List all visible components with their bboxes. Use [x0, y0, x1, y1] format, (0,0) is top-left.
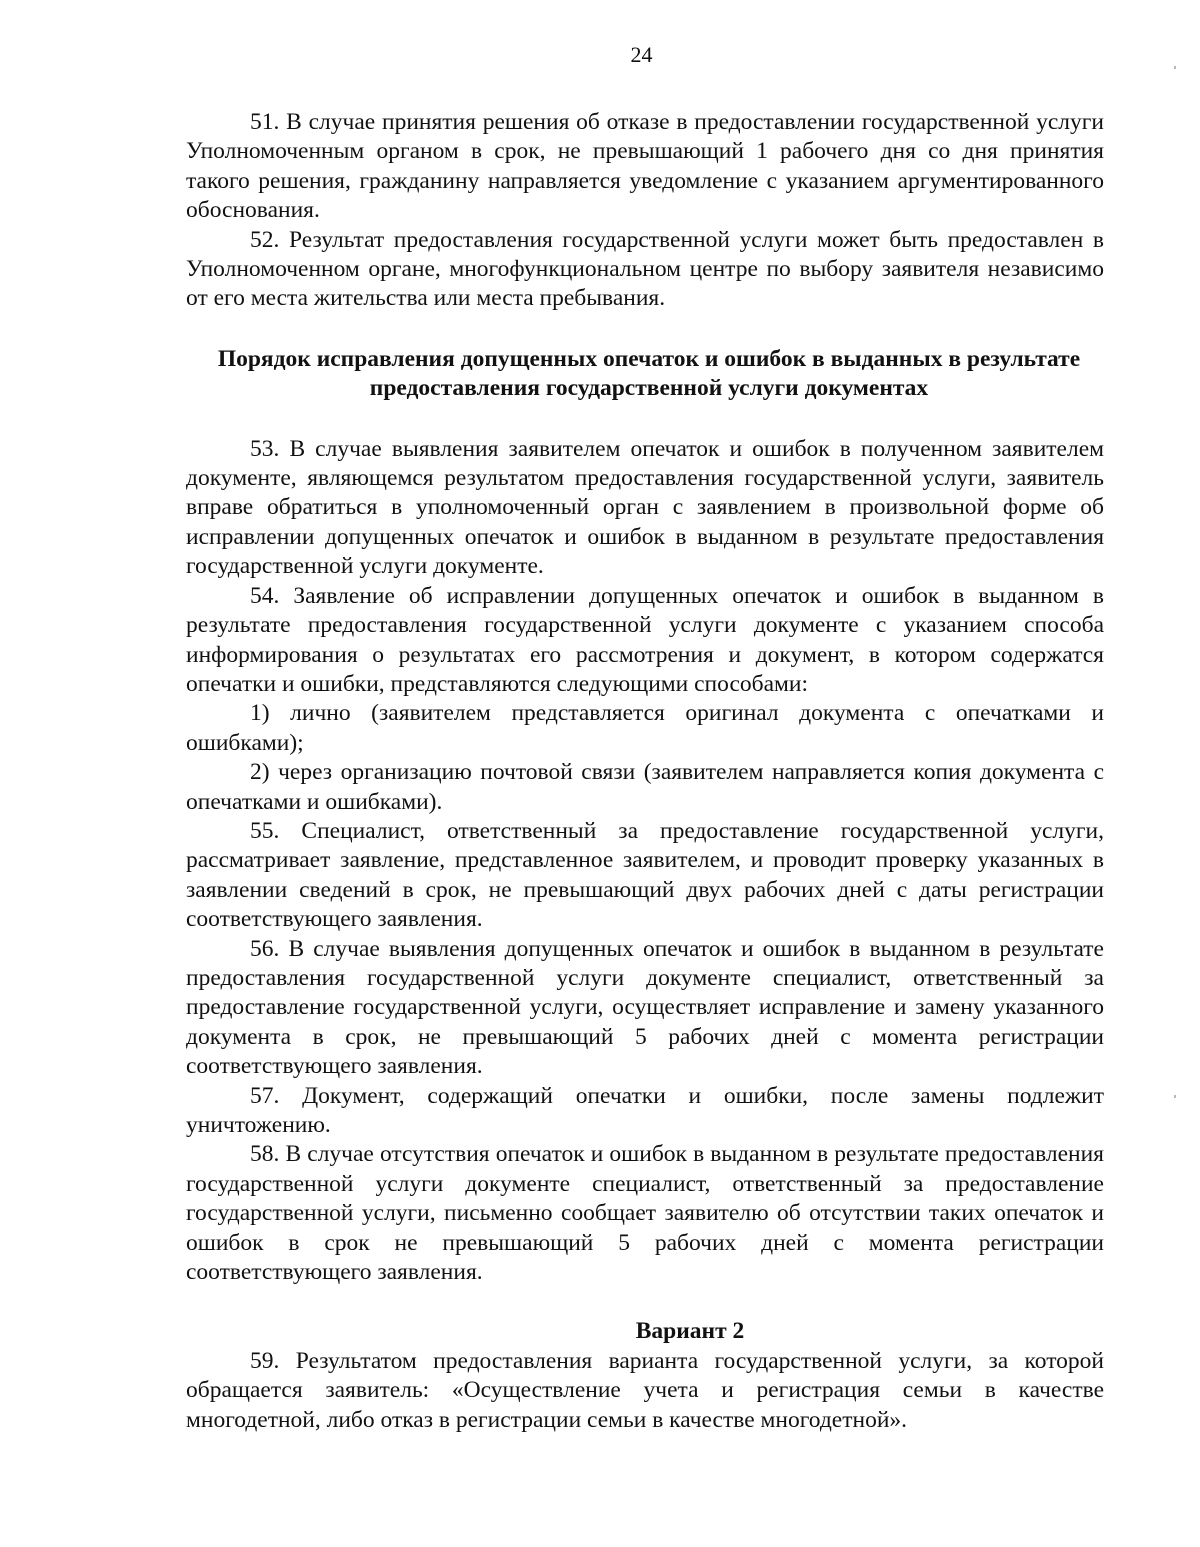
- paragraph-56: 56. В случае выявления допущенных опечаток и ошибок в выданном в результате предоставления государственной услуги документе специалист, ответственный за предоставление государственной услуги, осуществляет исправление и замену указанного документа в срок, не превышающий 5 рабочих дней с момента регистрации соответствующего заявления.: [186, 935, 1104, 1080]
- paragraph-55: 55. Специалист, ответственный за предоставление государственной услуги, рассматривает заявление, представленное заявителем, и проводит проверку указанных в заявлении сведений в срок, не превышающий двух рабочих дней с даты регистрации соответствующего заявления.: [186, 817, 1104, 933]
- paragraph-59: 59. Результатом предоставления варианта государственной услуги, за которой обращается заявитель: «Осуществление учета и регистрация семьи в качестве многодетной, либо отказ в регистрации семьи в качестве многодетной».: [186, 1347, 1104, 1433]
- page-number: 24: [630, 42, 653, 67]
- paragraph-52: 52. Результат предоставления государственной услуги может быть предоставлен в Уполномоченном органе, многофункциональном центре по выбору заявителя независимо от его места жительства или места пребывания.: [186, 226, 1104, 312]
- scan-speck: [1174, 66, 1176, 69]
- section-heading: Порядок исправления допущенных опечаток и ошибок в выданных в результате предоставления государственной услуги документах: [217, 345, 1081, 402]
- paragraph-51: 51. В случае принятия решения об отказе в предоставлении государственной услуги Уполномоченным органом в срок, не превышающий 1 рабочего дня со дня принятия такого решения, гражданину направляется уведомление с указанием аргументированного обоснования.: [186, 109, 1104, 224]
- paragraph-57: 57. Документ, содержащий опечатки и ошибки, после замены подлежит уничтожению.: [186, 1082, 1104, 1138]
- variant-heading: Вариант 2: [635, 1318, 745, 1345]
- paragraph-53: 53. В случае выявления заявителем опечаток и ошибок в полученном заявителем документе, являющемся результатом предоставления государственной услуги, заявитель вправе обратиться в уполномоченный орган с заявлением в произвольной форме об исправлении допущенных опечаток и ошибок в выданном в результате предоставления государственной услуги документе.: [186, 435, 1104, 580]
- paragraph-58: 58. В случае отсутствия опечаток и ошибок в выданном в результате предоставления государственной услуги документе специалист, ответственный за предоставление государственной услуги, письменно сообщает заявителю об отсутствии таких опечаток и ошибок в срок не превышающий 5 рабочих дней с момента регистрации соответствующего заявления.: [186, 1141, 1104, 1286]
- scan-speck: [1174, 1095, 1176, 1098]
- paragraph-54: 54. Заявление об исправлении допущенных опечаток и ошибок в выданном в результате предоставления государственной услуги документе с указанием способа информирования о результатах его рассмотрения и документ, в котором содержатся опечатки и ошибки, представляются следующими способами:: [186, 582, 1104, 697]
- list-item-by-post: 2) через организацию почтовой связи (заявителем направляется копия документа с опечатками и ошибками).: [186, 759, 1104, 815]
- list-item-in-person: 1) лично (заявителем представляется оригинал документа с опечатками и ошибками);: [186, 700, 1104, 756]
- document-body: [186, 108, 1104, 1435]
